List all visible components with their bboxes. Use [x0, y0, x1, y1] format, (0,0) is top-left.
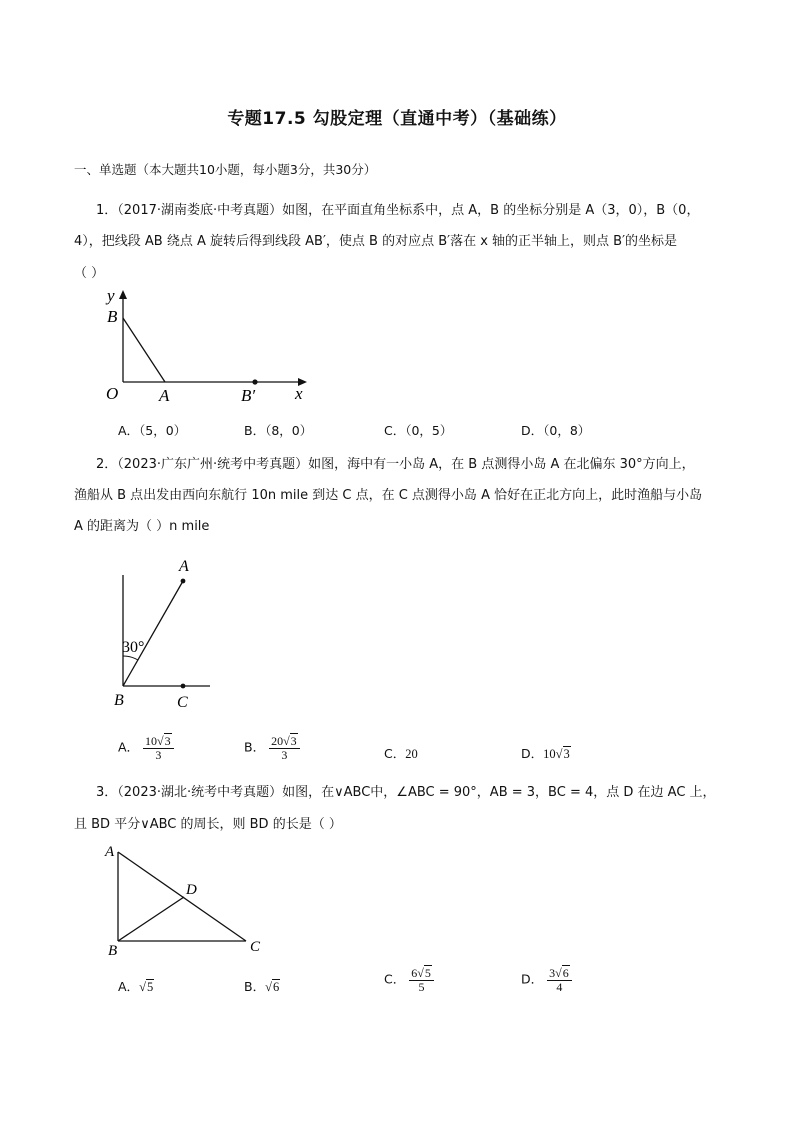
q3-line2: 且 BD 平分∨ABC 的周长，则 BD 的长是（ ） — [74, 817, 342, 832]
q3-option-a[interactable] — [118, 977, 154, 995]
q1-option-c[interactable]: C．（0，5） — [384, 423, 453, 438]
q3-option-b-value: √6 — [265, 980, 280, 994]
q3-line1: 3．（2023·湖北·统考中考真题）如图，在∨ABC中，∠ABC = 90°，AB = 3，BC = 4，点 D 在边 AC 上， — [96, 785, 716, 800]
q3-option-c[interactable] — [384, 967, 434, 993]
q3-option-c-label: C． — [384, 971, 406, 987]
q1-option-d[interactable]: D．（0，8） — [521, 423, 591, 438]
q2-option-a-label: A． — [118, 739, 140, 755]
q3-option-b[interactable] — [244, 977, 280, 995]
q2-option-c-label: C． — [384, 746, 406, 761]
q2-option-a[interactable] — [118, 735, 174, 761]
q3-option-a-value: √5 — [139, 980, 154, 994]
q2-option-d-label: D． — [521, 746, 544, 761]
q3-label-b: B — [108, 943, 118, 959]
q1-label-a: A — [159, 386, 170, 405]
q2-option-d-value: 10√3 — [543, 747, 570, 761]
q3-figure — [100, 838, 270, 963]
q1-figure — [95, 282, 315, 407]
q1-line1: 1．（2017·湖南娄底·中考真题）如图，在平面直角坐标系中，点 A，B 的坐标分别是 A（3，0），B（0， — [96, 203, 700, 218]
q2-line2: 渔船从 B 点出发由西向东航行 10n mile 到达 C 点，在 C 点测得小岛 A 恰好在正北方向上，此时渔船与小岛 — [74, 488, 703, 503]
q1-label-y: y — [107, 286, 115, 305]
q1-line2: 4），把线段 AB 绕点 A 旋转后得到线段 AB′，使点 B 的对应点 B′落在 x 轴的正半轴上，则点 B′的坐标是 — [74, 234, 678, 249]
q1-line3: （ ） — [74, 266, 105, 281]
q3-option-d[interactable] — [521, 967, 572, 993]
q3-option-a-label: A． — [118, 979, 140, 994]
q2-option-c-value: 20 — [405, 747, 418, 761]
q2-option-d[interactable] — [521, 744, 571, 762]
q1-option-b[interactable]: B．（8，0） — [244, 423, 313, 438]
q2-label-c: C — [177, 694, 188, 711]
q3-option-d-fraction: $\frac{3√6}{4}$ — [547, 967, 572, 993]
q3-label-a: A — [105, 844, 115, 860]
q2-option-b-fraction: $\frac{20√3}{3}$ — [269, 735, 300, 761]
q2-label-a: A — [179, 558, 189, 575]
q2-label-angle: 30° — [122, 639, 145, 656]
q1-label-x: x — [295, 384, 303, 403]
q2-option-c[interactable] — [384, 744, 418, 762]
q1-option-a[interactable]: A．（5，0） — [118, 423, 187, 438]
q3-label-c: C — [250, 939, 261, 955]
section-heading: 一、单选题（本大题共10小题，每小题3分，共30分） — [74, 162, 377, 177]
q3-option-c-fraction: $\frac{6√5}{5}$ — [409, 967, 434, 993]
q2-line1: 2．（2023·广东广州·统考中考真题）如图，海中有一小岛 A，在 B 点测得小岛 A 在北偏东 30°方向上， — [96, 457, 695, 472]
q2-figure — [100, 552, 225, 717]
q2-option-b[interactable] — [244, 735, 300, 761]
q2-option-b-label: B． — [244, 739, 266, 755]
q1-label-b: B — [107, 307, 118, 326]
q2-label-b: B — [114, 692, 124, 709]
q3-option-d-label: D． — [521, 971, 544, 987]
q1-label-bprime: B′ — [241, 386, 256, 405]
q2-option-a-fraction: $\frac{10√3}{3}$ — [143, 735, 174, 761]
q2-line3: A 的距离为（ ）n mile — [74, 519, 210, 534]
page-title: 专题17.5 勾股定理（直通中考）（基础练） — [227, 109, 567, 129]
q3-label-d: D — [186, 882, 197, 898]
q3-option-b-label: B． — [244, 979, 266, 994]
q1-label-o: O — [106, 384, 119, 403]
q1-point-bprime — [252, 379, 257, 384]
